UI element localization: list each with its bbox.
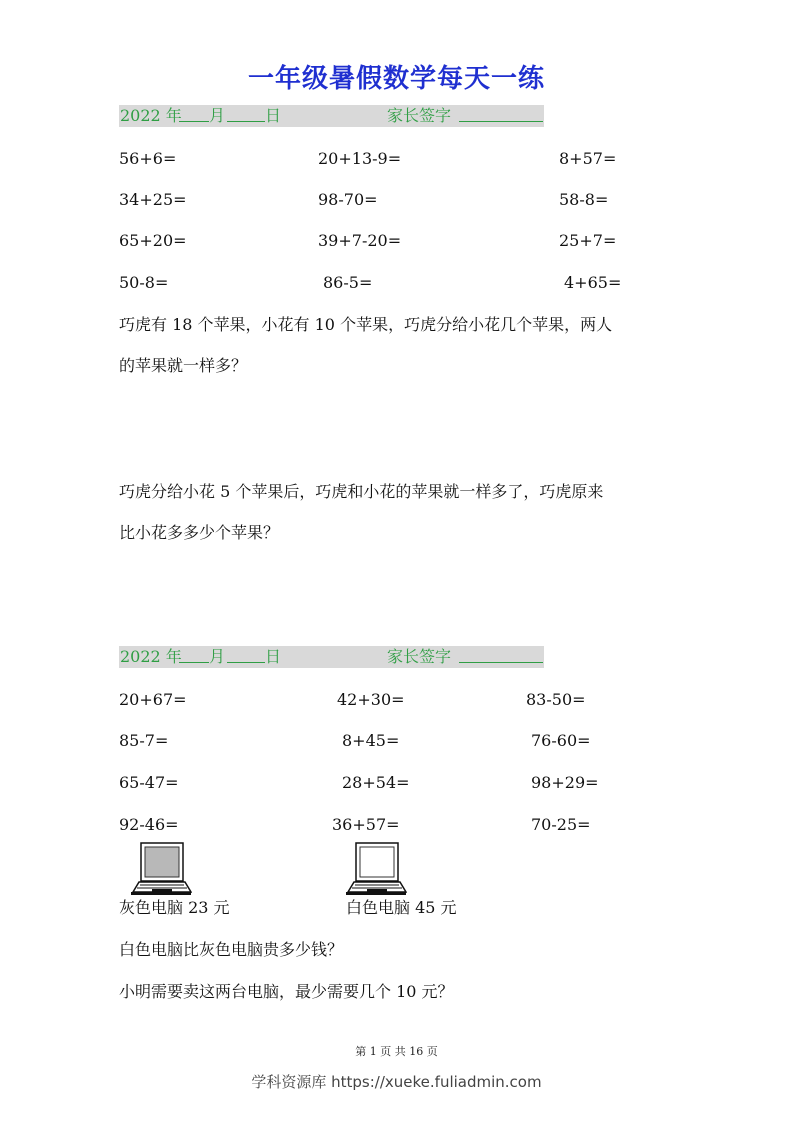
equation: 65+20= [119, 231, 187, 250]
equation: 8+45= [342, 731, 400, 750]
date-signature-bar [119, 646, 544, 668]
equation: 76-60= [531, 731, 591, 750]
word-problem-2-line-1: 巧虎分给小花 5 个苹果后，巧虎和小花的苹果就一样多了，巧虎原来 [119, 482, 604, 501]
page-title: 一年级暑假数学每天一练 [247, 64, 545, 94]
equation: 8+57= [559, 149, 617, 168]
question-2: 小明需要卖这两台电脑，最少需要几个 10 元？ [119, 982, 454, 1001]
date-year: 2022 年 [120, 647, 182, 666]
date-signature-bar [119, 105, 544, 127]
date-year: 2022 年 [120, 106, 182, 125]
equation: 25+7= [559, 231, 617, 250]
equation: 58-8= [559, 190, 609, 209]
laptop-white-icon [345, 842, 407, 896]
equation: 36+57= [332, 815, 400, 834]
equation: 56+6= [119, 149, 177, 168]
equation: 20+13-9= [318, 149, 402, 168]
equation: 39+7-20= [318, 231, 402, 250]
signature-label: 家长签字 [387, 647, 452, 666]
equation: 70-25= [531, 815, 591, 834]
equation: 98+29= [531, 773, 599, 792]
equation: 85-7= [119, 731, 169, 750]
equation: 65-47= [119, 773, 179, 792]
equation: 34+25= [119, 190, 187, 209]
equation: 86-5= [323, 273, 373, 292]
laptop-gray-icon [130, 842, 192, 896]
laptop-white-label: 白色电脑 45 元 [346, 898, 457, 917]
word-problem-1-line-2: 的苹果就一样多？ [119, 356, 248, 375]
date-day: 日 [265, 647, 282, 666]
equation: 50-8= [119, 273, 169, 292]
word-problem-2-line-2: 比小花多多少个苹果？ [119, 523, 280, 542]
equation: 20+67= [119, 690, 187, 709]
date-month: 月 [209, 647, 226, 666]
equation: 92-46= [119, 815, 179, 834]
equation: 28+54= [342, 773, 410, 792]
page-number: 第 1 页 共 16 页 [355, 1045, 438, 1058]
date-day: 日 [265, 106, 282, 125]
site-watermark: 学科资源库 https://xueke.fuliadmin.com [251, 1073, 542, 1091]
question-1: 白色电脑比灰色电脑贵多少钱？ [119, 940, 344, 959]
laptop-gray-label: 灰色电脑 23 元 [119, 898, 230, 917]
equation: 42+30= [337, 690, 405, 709]
word-problem-1-line-1: 巧虎有 18 个苹果，小花有 10 个苹果，巧虎分给小花几个苹果，两人 [119, 315, 613, 334]
equation: 83-50= [526, 690, 586, 709]
date-month: 月 [209, 106, 226, 125]
equation: 4+65= [564, 273, 622, 292]
signature-label: 家长签字 [387, 106, 452, 125]
equation: 98-70= [318, 190, 378, 209]
